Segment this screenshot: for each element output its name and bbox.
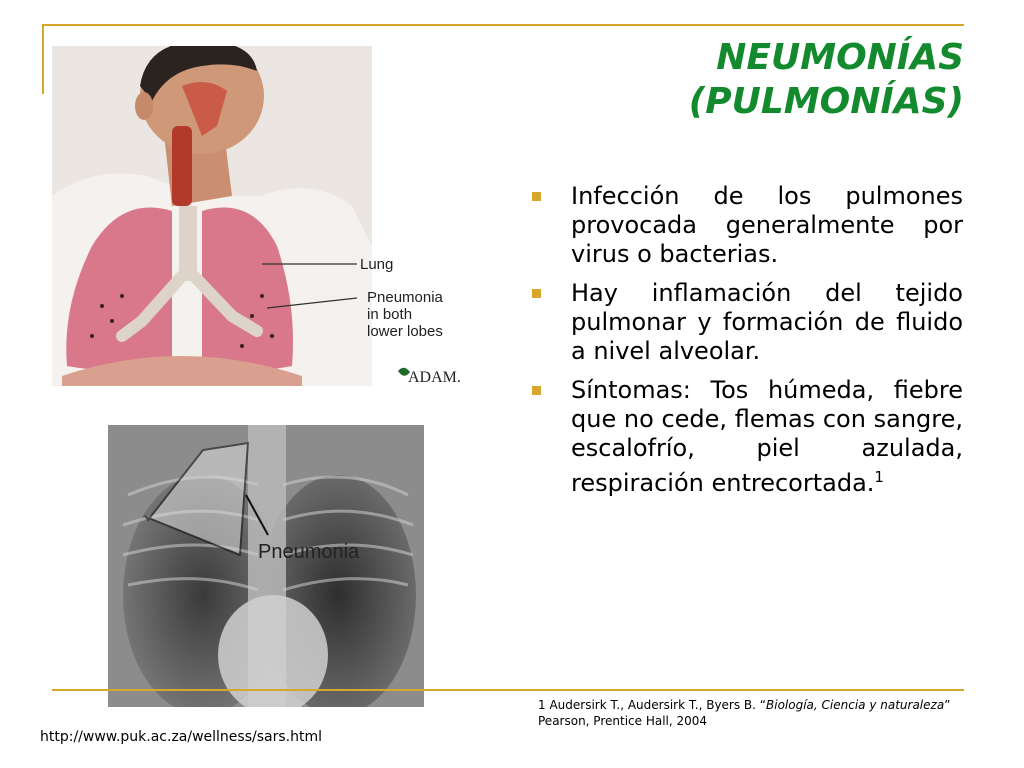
reference-publisher: Pearson, Prentice Hall, 2004: [538, 714, 708, 728]
bullet-text: Infección de los pulmones provocada generalmente por virus o bacterias.: [571, 182, 963, 268]
label-both: in both: [367, 306, 413, 323]
source-url-link[interactable]: http://www.puk.ac.za/wellness/sars.html: [40, 729, 322, 745]
title-line-2: (PULMONÍAS): [688, 81, 964, 122]
top-rule: [42, 24, 964, 26]
label-lower-lobes: lower lobes: [367, 323, 443, 340]
bullet-item: [530, 182, 963, 269]
reference-note: [538, 697, 1008, 729]
bullet-item: [530, 279, 963, 366]
bullet-marker: [532, 386, 541, 395]
lung-illustration: [52, 46, 482, 386]
title-line-1: NEUMONÍAS: [716, 37, 964, 78]
label-lung: Lung: [360, 256, 394, 273]
adam-logo: ADAM.: [408, 369, 461, 386]
chest-xray-image: [108, 425, 424, 707]
reference-suffix: ”: [944, 698, 951, 712]
bullet-list: [530, 182, 963, 508]
bullet-item: [530, 376, 963, 498]
slide-title: [689, 36, 964, 124]
bullet-marker: [532, 289, 541, 298]
bullet-text: Síntomas: Tos húmeda, fiebre que no cede, flemas con sangre, escalofrío, piel azulada, respiración entrecortada.: [571, 376, 963, 497]
xray-label-pneumonia: Pneumonia: [258, 541, 360, 563]
left-rule: [42, 24, 44, 94]
bullet-text: Hay inflamación del tejido pulmonar y formación de fluido a nivel alveolar.: [571, 279, 963, 365]
reference-book-title: Biología, Ciencia y naturaleza: [766, 698, 945, 712]
bullet-marker: [532, 192, 541, 201]
bottom-rule: [52, 689, 964, 691]
reference-prefix: 1 Audersirk T., Audersirk T., Byers B. “: [538, 698, 767, 712]
label-pneumonia: Pneumonia: [367, 289, 443, 306]
footnote-marker: 1: [874, 468, 884, 486]
